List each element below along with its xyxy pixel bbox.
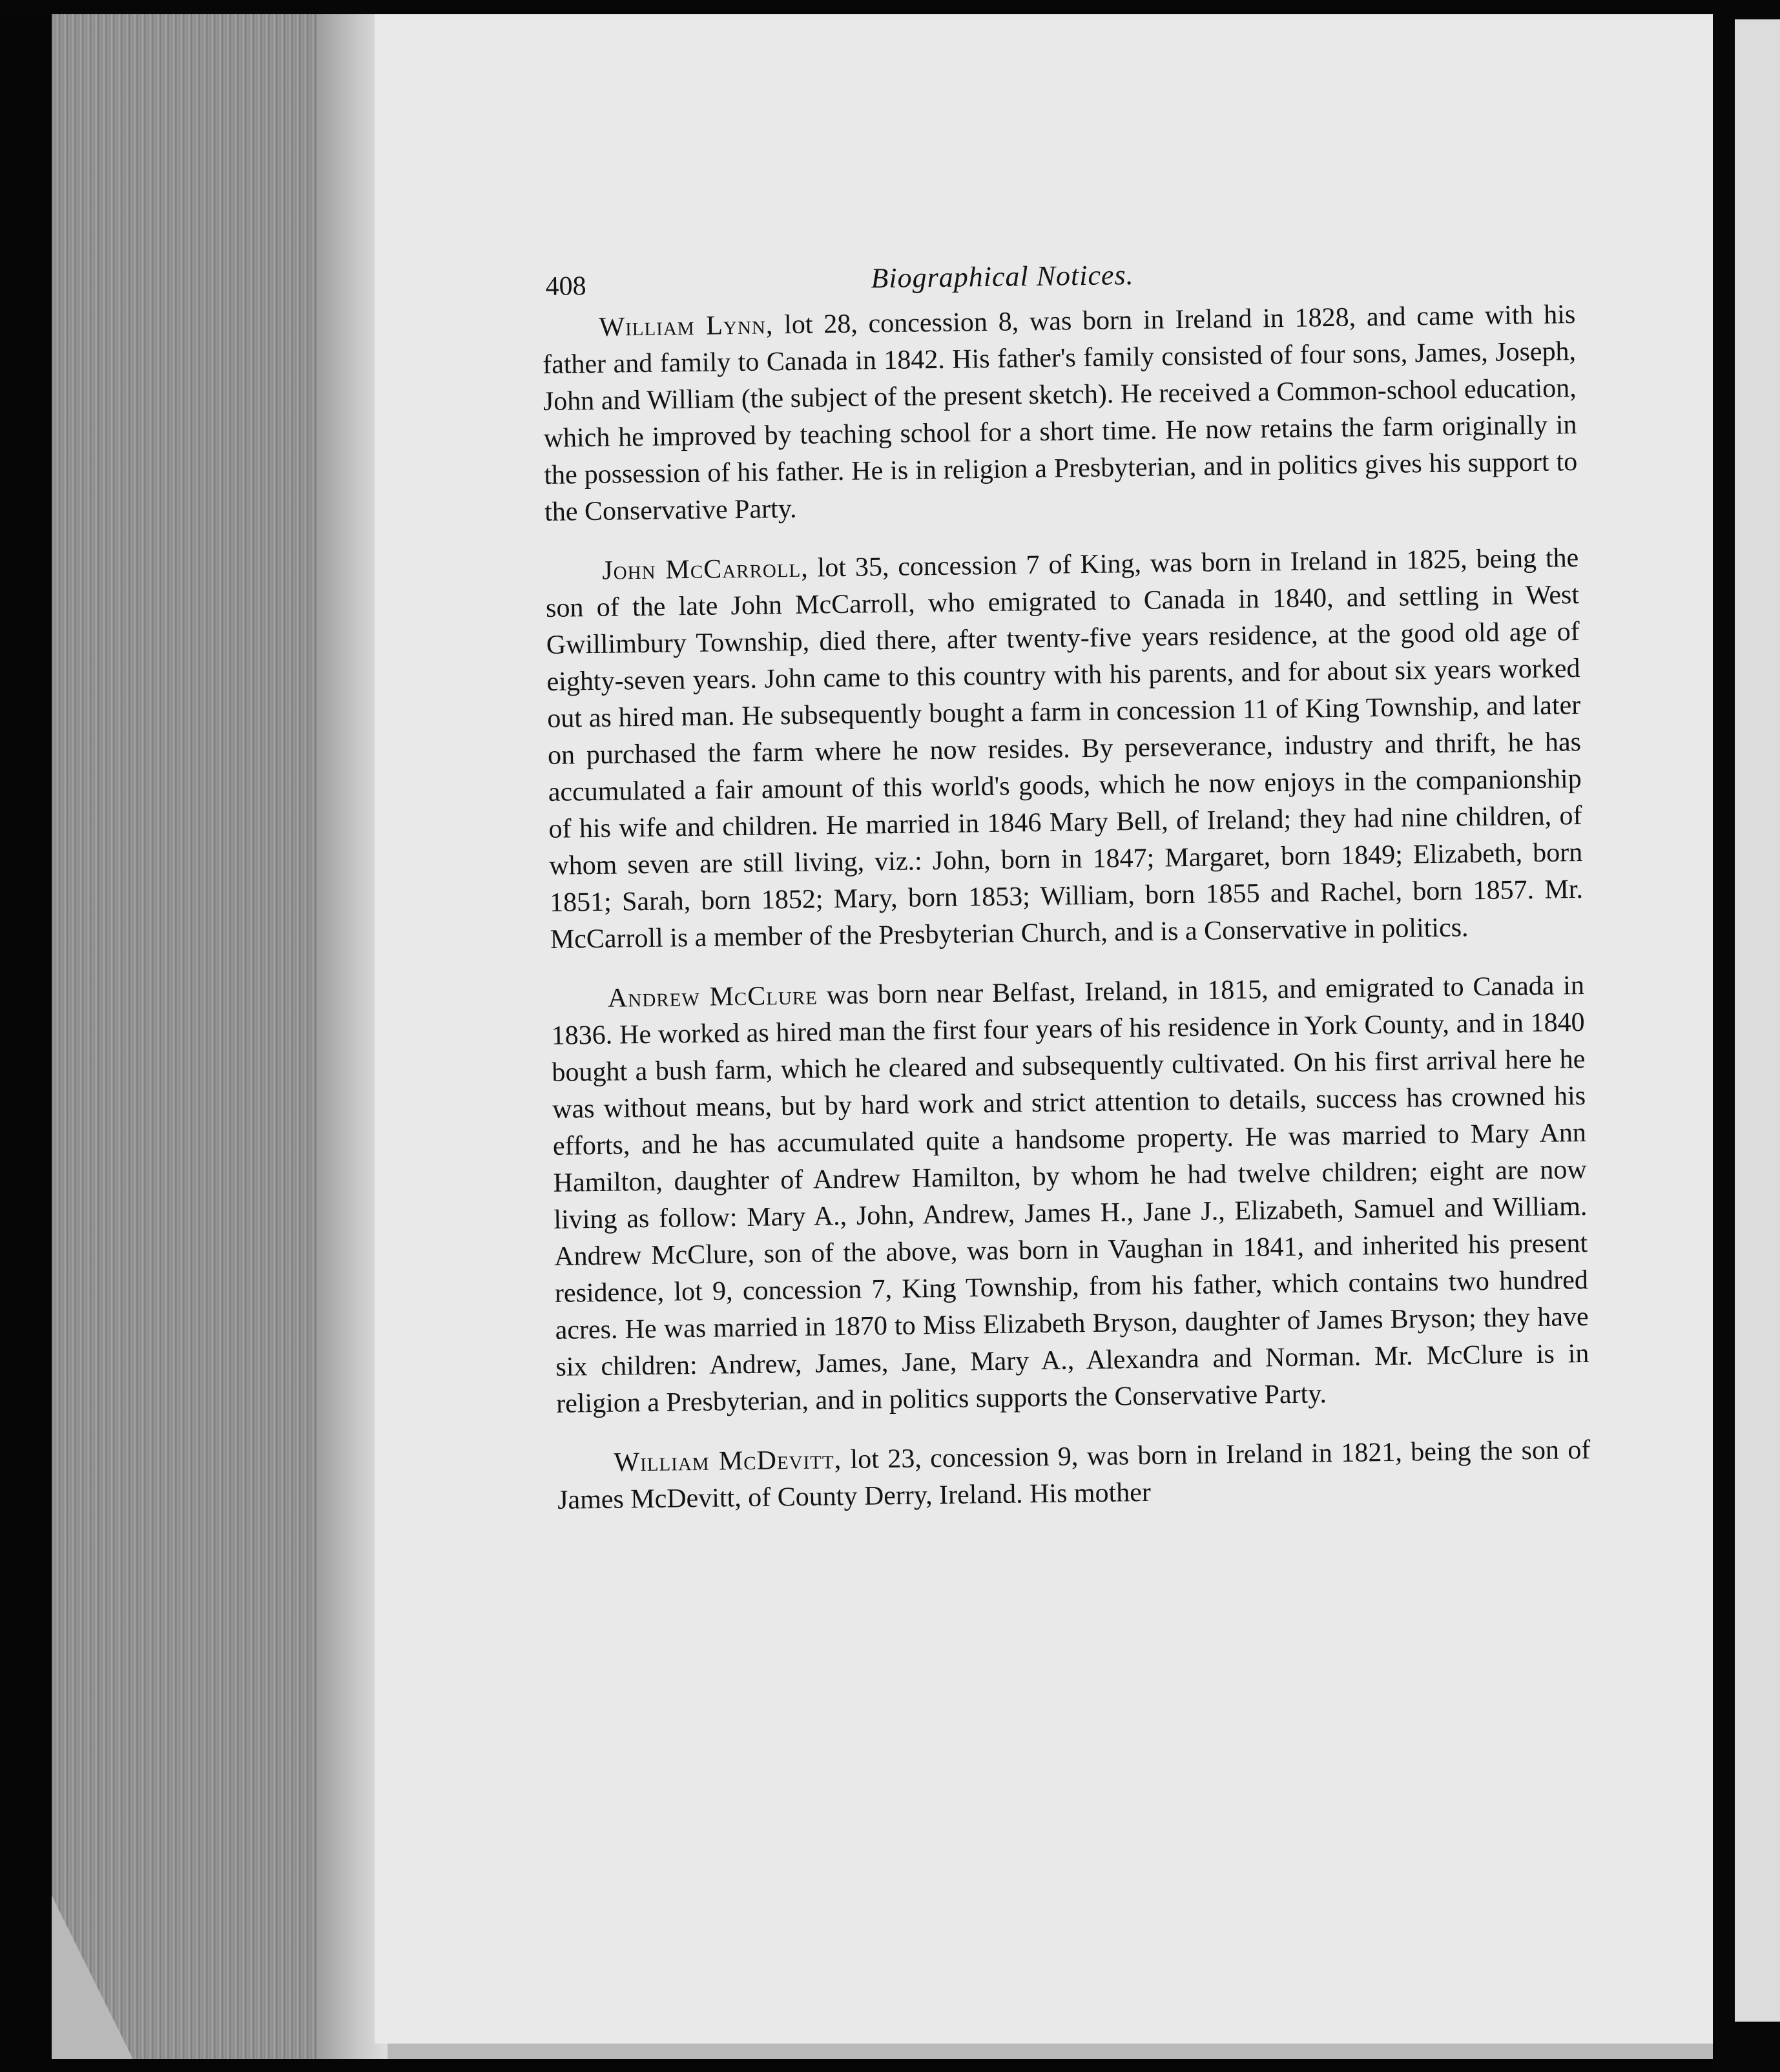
page-edges-stack (52, 14, 323, 2059)
notice-name: John McCarroll, (602, 553, 809, 586)
running-title: Biographical Notices. (871, 258, 1134, 295)
facing-page-edge (1735, 19, 1780, 2022)
notice-william-lynn (542, 296, 1578, 531)
notice-andrew-mcclure (551, 968, 1590, 1423)
notice-name: Andrew McClure (607, 980, 818, 1013)
notice-text: lot 23, concession 9, was born in Ireland in 1821, being the son of James McDevitt, of County Derry, Ireland. His mother (557, 1435, 1591, 1515)
notice-john-mccarroll (545, 540, 1584, 958)
page-text-block (541, 245, 1591, 1542)
notice-name: William McDevitt, (614, 1445, 842, 1478)
notice-text: was born near Belfast, Ireland, in 1815, and emigrated to Canada in 1836. He worked as hired man the first four years of his residence in York County, and in 1840 bought a bush farm, which he cleared and subsequently cultivated. On his first arrival here he was without means, but by hard work and strict attention to details, success has crowned his efforts, and he has accumulated quite a handsome property. He was married to Mary Ann Hamilton, daughter of Andrew Hamilton, by whom he had twelve children; eight are now living as follow: Mary A., John, Andrew, James H., Jane J., Elizabeth, Samuel and William. Andrew McClure, son of the above, was born in Vaughan in 1841, and inherited his present residence, lot 9, concession 7, King Township, from his father, which contains two hundred acres. He was married in 1870 to Miss Elizabeth Bryson, daughter of James Bryson; they have six children: Andrew, James, Jane, Mary A., Alexandra and Norman. Mr. McClure is in religion a Presbyterian, and in politics supports the Conservative Party. (551, 970, 1589, 1419)
scan-border-top (0, 0, 1780, 14)
page-number: 408 (545, 271, 586, 302)
notice-name: William Lynn, (599, 310, 774, 342)
notice-text: lot 28, concession 8, was born in Ireland in 1828, and came with his father and family to Canada in 1842. His father's family consisted of four sons, James, Joseph, John and William (the subject of the present sketch). He received a Common-school education, which he improved by teaching school for a short time. He now retains the farm originally in the possession of his father. He is in religion a Presbyterian, and in politics gives his support to the Conservative Party. (542, 300, 1578, 527)
notice-text: lot 35, concession 7 of King, was born in Ireland in 1825, being the son of the late John McCarroll, who emigrated to Canada in 1840, and settling in West Gwillimbury Township, died there, after twenty-five years residence, at the good old age of eighty-seven years. John came to this country with his parents, and for about six years worked out as hired man. He subsequently bought a farm in concession 11 of King Township, and later on purchased the farm where he now resides. By perseverance, industry and thrift, he has accumulated a fair amount of this world's goods, which he now enjoys in the companionship of his wife and children. He married in 1846 Mary Bell, of Ireland; they had nine children, of whom seven are still living, viz.: John, born in 1847; Margaret, born 1849; Elizabeth, born 1851; Sarah, born 1852; Mary, born 1853; William, born 1855 and Rachel, born 1857. Mr. McCarroll is a member of the Presbyterian Church, and is a Conservative in politics. (545, 543, 1584, 955)
notice-william-mcdevitt (557, 1432, 1591, 1519)
